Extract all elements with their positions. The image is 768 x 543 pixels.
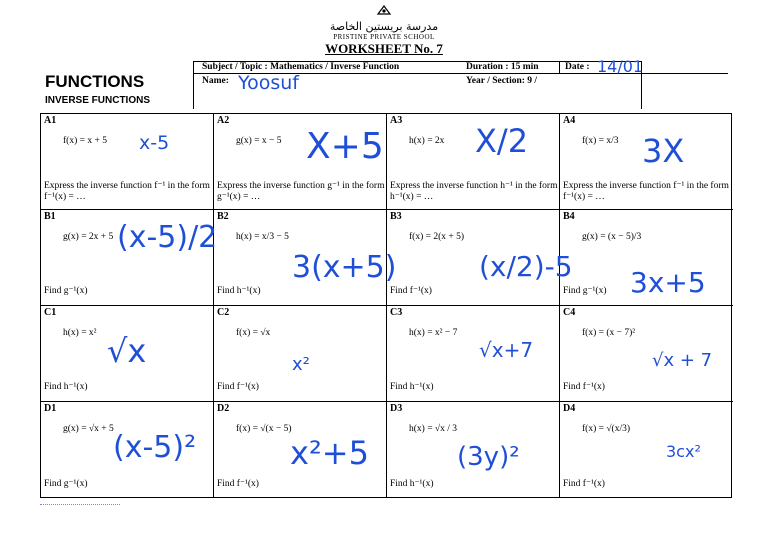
cell-label: C1: [44, 307, 57, 318]
cell-function: h(x) = x/3 − 5: [236, 232, 289, 242]
cell-answer[interactable]: 3X: [642, 132, 685, 170]
student-info-box: [193, 57, 644, 109]
cell-c3: [387, 306, 560, 402]
cell-a1: [41, 114, 214, 210]
cell-question: Find h⁻¹(x): [217, 286, 261, 296]
cell-function: f(x) = √x: [236, 328, 271, 338]
cell-function: f(x) = (x − 7)²: [582, 328, 636, 338]
cell-b4: [560, 210, 733, 306]
cell-question: Express the inverse function g⁻¹ in the form g⁻¹(x) = …: [217, 181, 385, 202]
cell-label: A3: [390, 115, 403, 126]
cell-question: Find f⁻¹(x): [390, 286, 432, 296]
worksheet-title: WORKSHEET No. 7: [325, 41, 443, 56]
cell-label: C2: [217, 307, 230, 318]
cell-d4: [560, 402, 733, 498]
cell-a3: [387, 114, 560, 210]
cell-answer[interactable]: 3cx²: [666, 442, 701, 461]
cell-a4: [560, 114, 733, 210]
cell-function: g(x) = (x − 5)/3: [582, 232, 642, 242]
cell-question: Find g⁻¹(x): [44, 286, 88, 296]
name-label: Name:: [202, 76, 229, 86]
cell-label: C4: [563, 307, 576, 318]
cell-question: Express the inverse function f⁻¹ in the form f⁻¹(x) = …: [563, 181, 729, 202]
cell-label: D2: [217, 403, 230, 414]
cell-question: Find h⁻¹(x): [390, 479, 434, 489]
cell-label: A2: [217, 115, 230, 126]
cell-answer[interactable]: (3y)²: [457, 442, 520, 472]
cell-label: A1: [44, 115, 57, 126]
cell-answer[interactable]: x-5: [139, 132, 170, 154]
year-section: Year / Section: 9 /: [466, 76, 538, 86]
cell-question: Express the inverse function h⁻¹ in the form h⁻¹(x) = …: [390, 181, 558, 202]
school-header: [0, 3, 768, 56]
cell-answer[interactable]: (x-5)²: [113, 430, 197, 465]
cell-function: g(x) = 2x + 5: [63, 232, 114, 242]
topic-title: FUNCTIONS: [45, 72, 145, 91]
cell-label: C3: [390, 307, 403, 318]
cell-d3: [387, 402, 560, 498]
cell-d2: [214, 402, 387, 498]
cell-answer[interactable]: X+5: [306, 126, 384, 167]
cell-question: Find f⁻¹(x): [563, 382, 605, 392]
cell-a2: [214, 114, 387, 210]
cell-function: f(x) = x + 5: [63, 136, 107, 146]
cell-answer[interactable]: (x-5)/2: [117, 220, 218, 255]
subject-line: Subject / Topic : Mathematics / Inverse Function: [202, 62, 400, 72]
cell-function: f(x) = √(x − 5): [236, 424, 292, 434]
cell-function: f(x) = √(x/3): [582, 424, 631, 434]
cell-function: g(x) = x − 5: [236, 136, 282, 146]
cell-label: B1: [44, 211, 56, 222]
cell-answer[interactable]: √x + 7: [652, 350, 713, 371]
cell-label: B3: [390, 211, 402, 222]
cell-answer[interactable]: x²: [292, 354, 310, 375]
cell-c4: [560, 306, 733, 402]
topic-subtitle: INVERSE FUNCTIONS: [45, 95, 151, 106]
cell-label: B2: [217, 211, 229, 222]
cell-c1: [41, 306, 214, 402]
cell-answer[interactable]: 3(x+5): [292, 250, 397, 285]
cell-answer[interactable]: √x+7: [479, 338, 534, 362]
date-label: Date :: [565, 62, 590, 72]
name-value[interactable]: Yoosuf: [238, 72, 299, 94]
cell-d1: [41, 402, 214, 498]
cell-function: h(x) = x² − 7: [409, 328, 458, 338]
cell-function: h(x) = √x / 3: [409, 424, 458, 434]
cell-b1: [41, 210, 218, 306]
cell-answer[interactable]: (x/2)-5: [479, 250, 573, 283]
cell-answer[interactable]: 3x+5: [630, 266, 706, 299]
footer-rule: [40, 504, 120, 505]
cell-function: g(x) = √x + 5: [63, 424, 114, 434]
duration: Duration : 15 min: [466, 62, 539, 72]
date-value[interactable]: 14/01: [597, 57, 644, 76]
cell-question: Express the inverse function f⁻¹ in the form f⁻¹(x) = …: [44, 181, 210, 202]
cell-question: Find h⁻¹(x): [44, 382, 88, 392]
cell-question: Find f⁻¹(x): [217, 382, 259, 392]
cell-answer[interactable]: x²+5: [290, 434, 369, 472]
info-divider: [559, 62, 560, 73]
cell-function: f(x) = 2(x + 5): [409, 232, 465, 242]
cell-question: Find g⁻¹(x): [563, 286, 607, 296]
cell-label: D3: [390, 403, 403, 414]
date-underline: [640, 73, 728, 74]
cell-question: Find g⁻¹(x): [44, 479, 88, 489]
cell-answer[interactable]: X/2: [475, 122, 529, 160]
school-name-english: PRISTINE PRIVATE SCHOOL: [333, 33, 435, 41]
school-name-arabic: مدرسة بريستين الخاصة: [329, 20, 439, 33]
cell-question: Find f⁻¹(x): [217, 479, 259, 489]
cell-function: h(x) = x²: [63, 328, 97, 338]
cell-question: Find f⁻¹(x): [563, 479, 605, 489]
cell-function: f(x) = x/3: [582, 136, 619, 146]
cell-label: D1: [44, 403, 57, 414]
cell-label: A4: [563, 115, 576, 126]
cell-function: h(x) = 2x: [409, 136, 445, 146]
cell-c2: [214, 306, 387, 402]
cell-label: B4: [563, 211, 575, 222]
cell-answer[interactable]: √x: [107, 332, 147, 370]
cell-question: Find h⁻¹(x): [390, 382, 434, 392]
cell-label: D4: [563, 403, 576, 414]
school-crest-icon: [376, 3, 392, 15]
question-grid: [40, 113, 732, 498]
